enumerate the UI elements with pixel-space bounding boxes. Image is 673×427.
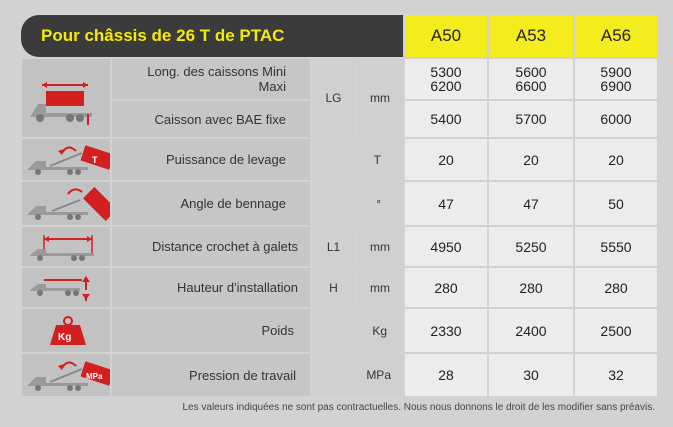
value-a53-height: 280 xyxy=(489,268,573,307)
value-a53-distance: 5250 xyxy=(489,227,573,266)
unit-degree: ° xyxy=(312,182,403,225)
unit-symbol-l1: L1 xyxy=(312,227,355,266)
model-header-a50: A50 xyxy=(405,15,487,57)
model-header-a53: A53 xyxy=(489,15,573,57)
value-a53-lift: 20 xyxy=(489,139,573,180)
value-a56-height: 280 xyxy=(575,268,657,307)
unit-symbol-h: H xyxy=(312,268,355,307)
row-label-pressure: Pression de travail xyxy=(112,354,310,396)
unit-symbol-lg: LG xyxy=(312,59,355,137)
table-title: Pour châssis de 26 T de PTAC xyxy=(41,26,285,45)
table-title-bar xyxy=(21,15,403,57)
value-a50-height: 280 xyxy=(405,268,487,307)
value-a56-length xyxy=(575,59,657,99)
value-a53-weight: 2400 xyxy=(489,309,573,352)
value-a53-bae: 5700 xyxy=(489,101,573,137)
row-label-caisson-length xyxy=(112,59,310,99)
value-a56-weight: 2500 xyxy=(575,309,657,352)
value-max: 6900 xyxy=(600,78,632,94)
row-label-height: Hauteur d'installation xyxy=(112,268,310,307)
icon-text-mpa: MPa xyxy=(86,372,103,381)
lifting-capacity-icon xyxy=(22,139,110,180)
row-icon-cell-height xyxy=(22,268,110,307)
value-a50-pressure: 28 xyxy=(405,354,487,396)
value-a50-length xyxy=(405,59,487,99)
value-max: 6600 xyxy=(515,78,547,94)
model-header-a56: A56 xyxy=(575,15,657,57)
hook-distance-icon xyxy=(22,227,110,266)
row-label-bae: Caisson avec BAE fixe xyxy=(112,101,310,137)
disclaimer-footnote: Les valeurs indiquées ne sont pas contractuelles. Nous nous donnons le droit de les modifier sans préavis. xyxy=(182,402,655,413)
row-label-distance: Distance crochet à galets xyxy=(112,227,310,266)
installation-height-icon xyxy=(22,268,110,307)
value-min: 5900 xyxy=(600,64,632,80)
row-icon-cell-pressure xyxy=(22,354,110,396)
unit-mm-l1: mm xyxy=(357,227,403,266)
row-icon-cell-weight xyxy=(22,309,110,352)
unit-t: T xyxy=(312,139,403,180)
tipping-angle-icon xyxy=(22,182,110,225)
row-label-weight: Poids xyxy=(112,309,310,352)
value-a50-distance: 4950 xyxy=(405,227,487,266)
icon-text-t: T xyxy=(92,155,98,165)
row-icon-cell-lift xyxy=(22,139,110,180)
label-line-mini: Long. des caissons Mini xyxy=(147,64,286,79)
unit-kg: Kg xyxy=(312,309,403,352)
row-label-lift: Puissance de levage xyxy=(112,139,310,180)
icon-text-kg: Kg xyxy=(58,332,72,343)
value-max: 6200 xyxy=(430,78,462,94)
value-a50-bae: 5400 xyxy=(405,101,487,137)
value-a50-weight: 2330 xyxy=(405,309,487,352)
row-icon-cell-angle xyxy=(22,182,110,225)
value-min: 5300 xyxy=(430,64,462,80)
value-a53-pressure: 30 xyxy=(489,354,573,396)
row-label-angle: Angle de bennage xyxy=(112,182,310,225)
value-a53-angle: 47 xyxy=(489,182,573,225)
value-min: 5600 xyxy=(515,64,547,80)
unit-mm-h: mm xyxy=(357,268,403,307)
value-a56-bae: 6000 xyxy=(575,101,657,137)
value-a56-distance: 5550 xyxy=(575,227,657,266)
value-a56-lift: 20 xyxy=(575,139,657,180)
value-a56-pressure: 32 xyxy=(575,354,657,396)
working-pressure-icon xyxy=(22,354,110,396)
label-line-maxi: Maxi xyxy=(258,79,286,94)
truck-container-length-icon xyxy=(22,59,110,137)
weight-icon xyxy=(22,309,110,352)
value-a50-lift: 20 xyxy=(405,139,487,180)
value-a53-length xyxy=(489,59,573,99)
row-icon-cell-length xyxy=(22,59,110,137)
value-a56-angle: 50 xyxy=(575,182,657,225)
row-icon-cell-distance xyxy=(22,227,110,266)
value-a50-angle: 47 xyxy=(405,182,487,225)
unit-mpa: MPa xyxy=(312,354,403,396)
unit-mm-lg: mm xyxy=(357,59,403,137)
